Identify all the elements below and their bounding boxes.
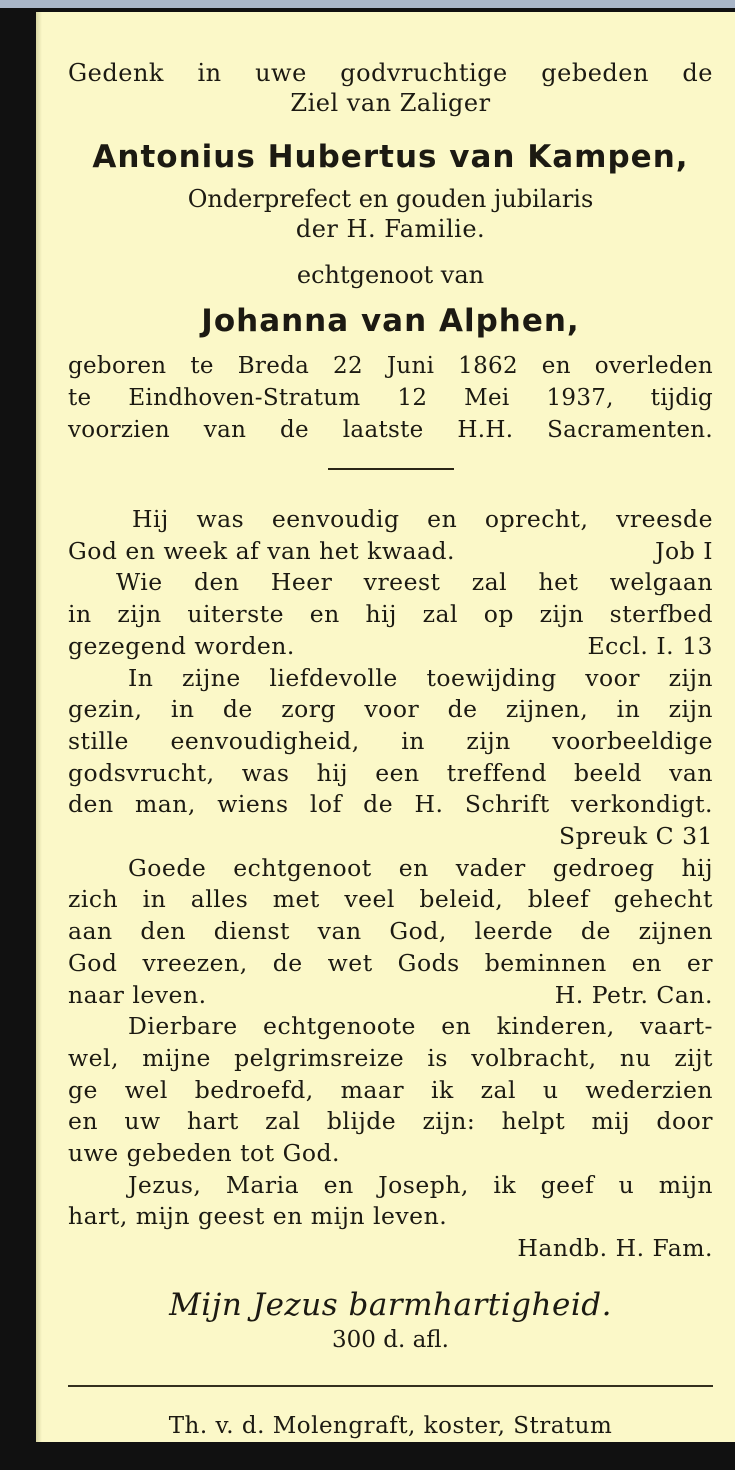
verse-line: stille eenvoudigheid, in zijn voorbeeldige bbox=[68, 726, 713, 755]
verse-line: In zijne liefdevolle toewijding voor zijn bbox=[128, 663, 713, 692]
deceased-name: Antonius Hubertus van Kampen, bbox=[92, 139, 689, 175]
birth-line: geboren te Breda 22 Juni 1862 en overleden bbox=[68, 353, 713, 379]
verse-line: zich in alles met veel beleid, bleef gehecht bbox=[68, 885, 713, 914]
verse-line: wel, mijne pelgrimsreize is volbracht, nu zijt bbox=[68, 1043, 713, 1072]
birth-death-info bbox=[68, 350, 713, 446]
memorial-card bbox=[36, 12, 735, 1442]
intro-line: Ziel van Zaliger bbox=[290, 89, 491, 117]
printer-credit: Th. v. d. Molengraft, koster, Stratum bbox=[168, 1412, 613, 1439]
verse-line bbox=[68, 631, 713, 663]
birth-line: te Eindhoven-Stratum 12 Mei 1937, tijdig bbox=[68, 385, 713, 411]
verse-line bbox=[68, 536, 713, 568]
verse-line: den man, wiens lof de H. Schrift verkondigt. bbox=[68, 790, 713, 819]
verse-line: Wie den Heer vreest zal het welgaan bbox=[116, 568, 713, 597]
footer-rule bbox=[68, 1385, 713, 1387]
verse-line: hart, mijn geest en mijn leven. bbox=[68, 1202, 448, 1231]
birth-line: voorzien van de laatste H.H. Sacramenten. bbox=[68, 417, 713, 443]
verse-text: naar leven. bbox=[68, 980, 207, 1009]
verse-line: en uw hart zal blijde zijn: helpt mij door bbox=[68, 1107, 713, 1136]
window-top-edge bbox=[0, 0, 735, 8]
verse-text: gezegend worden. bbox=[68, 631, 295, 660]
indulgence: 300 d. afl. bbox=[332, 1326, 449, 1353]
verse-line: Hij was eenvoudig en oprecht, vreesde bbox=[132, 505, 713, 533]
prayer-line: Mijn Jezus barmhartigheid. bbox=[169, 1286, 612, 1323]
deceased-title: der H. Familie. bbox=[295, 215, 486, 243]
verses bbox=[68, 504, 713, 1265]
verse-source: H. Petr. Can. bbox=[554, 980, 713, 1009]
verse-source: Spreuk C 31 bbox=[559, 822, 713, 851]
verse-line: God vreezen, de wet Gods beminnen en er bbox=[68, 948, 713, 977]
verse-line bbox=[68, 980, 713, 1012]
deceased-title: Onderprefect en gouden jubilaris bbox=[187, 185, 594, 213]
verse-line: aan den dienst van God, leerde de zijnen bbox=[68, 917, 713, 946]
separator-line bbox=[328, 468, 454, 470]
verse-line: Dierbare echtgenoote en kinderen, vaart- bbox=[128, 1012, 713, 1041]
spouse-name: Johanna van Alphen, bbox=[201, 303, 580, 339]
verse-line: godsvrucht, was hij een treffend beeld van bbox=[68, 758, 713, 787]
verse-source: Job I bbox=[655, 536, 713, 565]
verse-line: ge wel bedroefd, maar ik zal u wederzien bbox=[68, 1075, 713, 1104]
verse-source: Handb. H. Fam. bbox=[517, 1234, 713, 1263]
verse-text: God en week af van het kwaad. bbox=[68, 536, 456, 565]
verse-line: Goede echtgenoot en vader gedroeg hij bbox=[128, 853, 713, 882]
intro-line: Gedenk in uwe godvruchtige gebeden de bbox=[68, 59, 713, 87]
verse-source: Eccl. I. 13 bbox=[587, 631, 713, 660]
card-content bbox=[68, 58, 713, 1441]
spouse-intro: echtgenoot van bbox=[296, 261, 485, 289]
verse-line: gezin, in de zorg voor de zijnen, in zijn bbox=[68, 695, 713, 724]
verse-line: in zijn uiterste en hij zal op zijn sterfbed bbox=[68, 600, 713, 629]
verse-line: uwe gebeden tot God. bbox=[68, 1139, 341, 1168]
verse-line: Jezus, Maria en Joseph, ik geef u mijn bbox=[128, 1170, 713, 1199]
